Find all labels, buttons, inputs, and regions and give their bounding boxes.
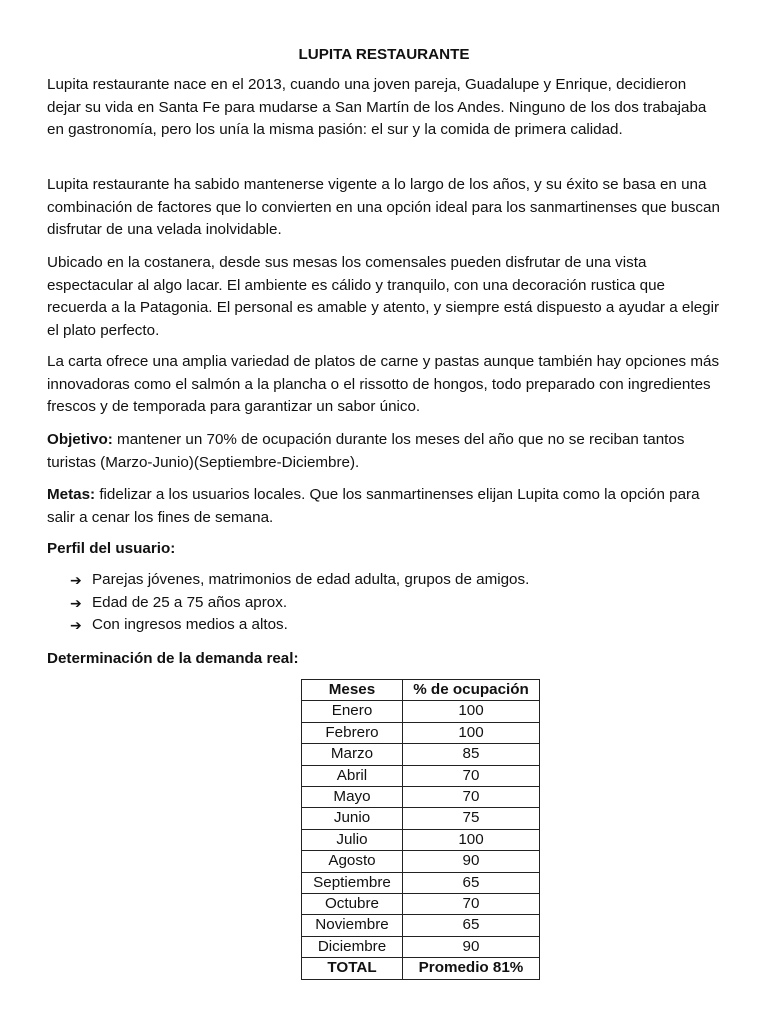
objetivo-text: mantener un 70% de ocupación durante los meses del año que no se reciban tantos turistas (Marzo-Junio)(Septiembre-Diciembre). — [47, 431, 685, 471]
table-total-row — [302, 958, 540, 979]
month-cell: Marzo — [302, 744, 403, 765]
table-header-row — [302, 680, 540, 701]
occupancy-cell: 70 — [403, 787, 540, 808]
total-label-cell: TOTAL — [302, 958, 403, 979]
demanda-heading: Determinación de la demanda real: — [47, 650, 299, 667]
right-arrow-icon: ➔ — [70, 617, 82, 634]
column-header-ocupacion: % de ocupación — [403, 680, 540, 701]
table-row — [302, 787, 540, 808]
list-item: ➔ Parejas jóvenes, matrimonios de edad adulta, grupos de amigos. — [70, 569, 529, 592]
total-value-cell: Promedio 81% — [403, 958, 540, 979]
perfil-list — [70, 569, 529, 637]
month-cell: Noviembre — [302, 915, 403, 936]
right-arrow-icon: ➔ — [70, 572, 82, 588]
table-row — [302, 701, 540, 722]
month-cell: Julio — [302, 829, 403, 850]
month-cell: Mayo — [302, 787, 403, 808]
month-cell: Diciembre — [302, 936, 403, 957]
occupancy-cell: 70 — [403, 765, 540, 786]
table-row — [302, 915, 540, 936]
table-row — [302, 829, 540, 850]
menu-paragraph: La carta ofrece una amplia variedad de platos de carne y pastas aunque también hay opciones más innovadoras como el salmón a la plancha o el rissotto de hongos, todo preparado con ingredientes frescos y de temporada para garantizar un sabor único. — [47, 353, 720, 416]
occupancy-cell: 65 — [403, 915, 540, 936]
occupancy-cell: 100 — [403, 722, 540, 743]
column-header-meses: Meses — [302, 680, 403, 701]
occupancy-cell: 65 — [403, 872, 540, 893]
page-title: LUPITA RESTAURANTE — [298, 46, 470, 63]
month-cell: Febrero — [302, 722, 403, 743]
month-cell: Octubre — [302, 894, 403, 915]
occupancy-cell: 75 — [403, 808, 540, 829]
month-cell: Abril — [302, 765, 403, 786]
success-paragraph: Lupita restaurante ha sabido mantenerse vigente a lo largo de los años, y su éxito se basa en una combinación de factores que lo convierten en una opción ideal para los sanmartinenses que buscan disfrutar de una velada inolvidable. — [47, 176, 720, 239]
table-row — [302, 894, 540, 915]
objetivo-paragraph — [47, 429, 722, 474]
perfil-heading: Perfil del usuario: — [47, 540, 176, 557]
occupancy-table — [301, 679, 540, 980]
table-row — [302, 936, 540, 957]
occupancy-cell: 100 — [403, 701, 540, 722]
occupancy-cell: 90 — [403, 851, 540, 872]
list-item: ➔ Con ingresos medios a altos. — [70, 614, 529, 637]
intro-paragraph: Lupita restaurante nace en el 2013, cuando una joven pareja, Guadalupe y Enrique, decidieron dejar su vida en Santa Fe para mudarse a San Martín de los Andes. Ninguno de los dos trabajaba en gastronomía, pero los unía la misma pasión: el sur y la comida de primera calidad. — [47, 76, 707, 139]
month-cell: Agosto — [302, 851, 403, 872]
list-item: ➔ Edad de 25 a 75 años aprox. — [70, 592, 529, 615]
occupancy-cell: 85 — [403, 744, 540, 765]
occupancy-cell: 70 — [403, 894, 540, 915]
metas-text: fidelizar a los usuarios locales. Que los sanmartinenses elijan Lupita como la opción para salir a cenar los fines de semana. — [47, 486, 700, 526]
metas-label: Metas: — [47, 486, 96, 503]
table-row — [302, 744, 540, 765]
table-row — [302, 851, 540, 872]
month-cell: Enero — [302, 701, 403, 722]
month-cell: Septiembre — [302, 872, 403, 893]
table-row — [302, 872, 540, 893]
occupancy-cell: 100 — [403, 829, 540, 850]
occupancy-cell: 90 — [403, 936, 540, 957]
table-row — [302, 722, 540, 743]
metas-paragraph — [47, 484, 722, 529]
table-row — [302, 765, 540, 786]
objetivo-label: Objetivo: — [47, 431, 113, 448]
right-arrow-icon: ➔ — [70, 594, 82, 611]
table-row — [302, 808, 540, 829]
location-paragraph: Ubicado en la costanera, desde sus mesas los comensales pueden disfrutar de una vista espectacular al algo lacar. El ambiente es cálido y tranquilo, con una decoración rustica que recuerda a la Patagonia. El personal es amable y atento, y siempre está dispuesto a ayudar a elegir el plato perfecto. — [47, 254, 720, 339]
month-cell: Junio — [302, 808, 403, 829]
